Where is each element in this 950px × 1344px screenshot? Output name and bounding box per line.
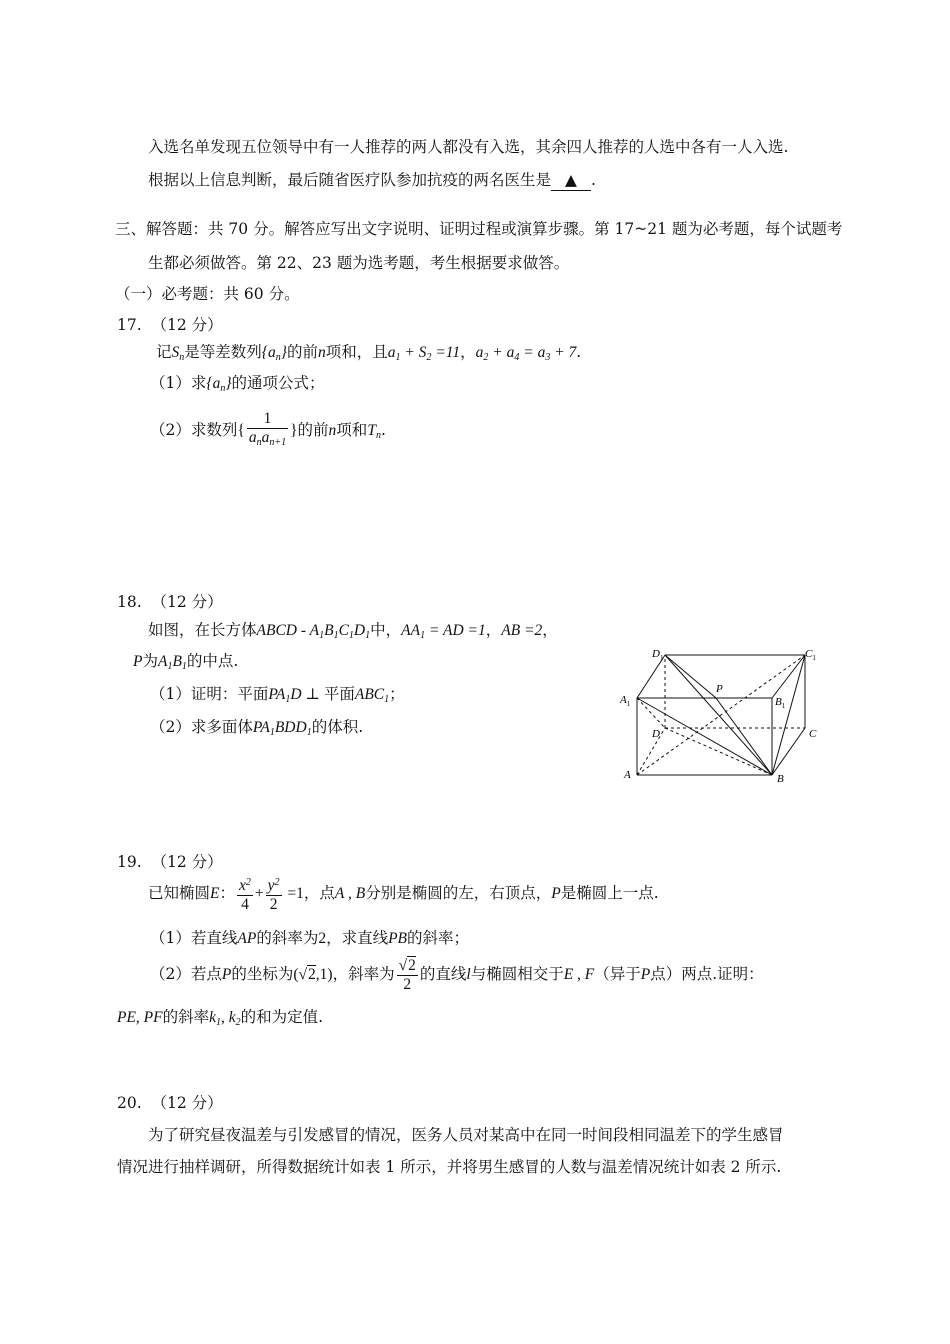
q20-score: （12 分） (151, 1094, 223, 1112)
q17-stem-text: 记 (156, 343, 172, 361)
q17-stem-end: . (576, 343, 582, 361)
math-condition-2: $a_2 + a_4 = a_3 + 7$ (475, 344, 577, 363)
q20-line-1: 为了研究昼夜温差与引发感冒的情况，医务人员对某高中在同一时间段相同温差下的学生感冒 (148, 1126, 784, 1144)
segment-db-hidden (665, 728, 772, 775)
fraction-numerator: √2 (398, 956, 416, 974)
q17-stem-text: 项和，且 (325, 343, 388, 361)
q17-stem-text: 是等差数列 (184, 343, 262, 361)
q18-stem-text: ， (542, 621, 558, 639)
math-prism: ABCD - $A_1B_1C_1D_1$ (256, 622, 371, 641)
q18-stem-text: 为 (142, 652, 158, 670)
vertex-label-d1: $D_1$ (652, 648, 664, 662)
math-fraction (247, 410, 288, 452)
math-a1b1: $A_1B_1$ (157, 653, 187, 672)
plus-sign: + (254, 885, 264, 902)
q19-stem-text: 分别是椭圆的左，右顶点， (365, 884, 552, 902)
q18-stem-text: 中， (370, 621, 402, 639)
math-fraction-x (237, 874, 253, 914)
segment-pb (716, 698, 772, 775)
fraction-denominator: 2 (269, 896, 278, 913)
q19-stem-text: ，点 (303, 884, 335, 902)
vertex-label-a: A (624, 769, 631, 781)
math-tn: $T_n$ (367, 422, 381, 441)
q18-stem-2 (133, 651, 238, 677)
vertex-label-c: C (809, 728, 817, 740)
math-e-f: E , F (563, 966, 595, 983)
edge-ad-hidden (637, 728, 665, 775)
q20-line-2: 情况进行抽样调研，所得数据统计如表 1 所示，并将男生感冒的人数与温差情况统计如表 2 所示. (117, 1158, 782, 1176)
fraction-numerator: $x^2$ (237, 874, 253, 896)
q18-part2-text: （2）求多面体 (150, 718, 253, 736)
math-pb: PB (388, 930, 408, 947)
perp-symbol: ⊥ (301, 686, 324, 703)
q19-part1-text: ，求直线 (326, 929, 389, 947)
math-fraction-y (266, 874, 282, 914)
q18-number: 18. (117, 593, 142, 611)
q19-part2-text: 的直线 (419, 965, 467, 983)
q17-header (117, 315, 223, 335)
q18-stem-text: 的中点. (186, 652, 239, 670)
q17-stem (156, 342, 581, 368)
math-condition-1: $a_1 + S_2 =11$ (387, 344, 461, 363)
q20-header (117, 1093, 223, 1113)
q19-score: （12 分） (151, 853, 223, 871)
math-e: E (210, 885, 220, 902)
q18-part1-text: （1）证明：平面 (150, 685, 269, 703)
math-sn: $S_n$ (171, 344, 185, 363)
q19-part2-text: 的坐标为 (231, 965, 294, 983)
answer-blank: ▲ (551, 170, 591, 191)
q19-part2-text: 与椭圆相交于 (470, 965, 564, 983)
vertex-label-b1: $B_1$ (775, 696, 786, 710)
fraction-denominator: 4 (241, 896, 249, 913)
edge-bc (772, 728, 805, 775)
q17-part2 (150, 408, 386, 458)
math-fraction-slope (397, 957, 418, 994)
q18-header (117, 592, 223, 612)
q18-part1-end: ； (389, 685, 405, 703)
fraction-denominator: $a_na_{n+1}$ (248, 429, 287, 448)
q19-part1 (150, 928, 469, 949)
q17-stem-text: 的前 (286, 343, 318, 361)
vertex-label-a1: $A_1$ (620, 694, 631, 708)
q18-score: （12 分） (151, 593, 223, 611)
math-l: l (466, 966, 471, 983)
q19-part1-text: 的斜率为 (256, 929, 319, 947)
math-two: 2 (318, 930, 327, 947)
segment-d1p (665, 655, 716, 698)
q18-part2 (150, 717, 363, 743)
q19-number: 19. (117, 853, 142, 871)
edge-b1c1 (772, 655, 805, 698)
q18-stem-text: 如图，在长方体 (148, 621, 257, 639)
math-abc1: $ABC_1$ (354, 686, 390, 705)
math-a-b: A , B (334, 885, 366, 902)
segment-a1d-hidden (637, 698, 665, 728)
math-pe-pf: PE, PF (117, 1009, 163, 1026)
segment-d1b (665, 655, 772, 775)
fraction-numerator: $y^2$ (266, 874, 282, 896)
q19-part2-text: ，斜率为 (332, 965, 395, 983)
section3-sub-heading: （一）必考题：共 60 分。 (115, 285, 300, 303)
continuation-line-2-text: 根据以上信息判断，最后随省医疗队参加抗疫的两名医生是 (148, 171, 552, 189)
math-pa1bdd1: $PA_1BDD_1$ (252, 719, 312, 738)
q19-part1-text: （1）若直线 (150, 929, 238, 947)
math-k1-k2: $k_1$, $k_2$ (209, 1009, 241, 1028)
q19-header (117, 852, 223, 872)
q18-part1 (150, 684, 405, 710)
q17-part1-text: （1）求 (150, 374, 207, 392)
brace-right: } (290, 422, 298, 439)
q18-part1-text: 平面 (323, 685, 355, 703)
math-seq-an: $\{a_n\}$ (261, 344, 287, 363)
continuation-line-2 (148, 170, 596, 191)
math-p: P (133, 653, 143, 670)
vertex-label-d: D (652, 728, 660, 740)
q19-part2 (150, 952, 764, 997)
q19-stem-text: 是椭圆上一点. (560, 884, 659, 902)
math-point: (√2,1) (293, 966, 333, 983)
q17-part2-text: 的前 (297, 421, 329, 439)
q17-part1 (150, 373, 325, 399)
math-ab: AB =2 (501, 622, 543, 639)
q19-stem-text: 已知椭圆 (148, 884, 211, 902)
segment-bc1 (772, 655, 805, 775)
q17-part2-end: . (380, 421, 386, 439)
q19-stem (148, 871, 659, 916)
math-ap: AP (237, 930, 257, 947)
q19-part2-text: 的斜率 (162, 1008, 210, 1026)
segment-ac1-hidden (637, 655, 805, 775)
brace-left: { (237, 422, 245, 439)
q18-stem-text: ， (485, 621, 502, 639)
fraction-numerator: 1 (247, 410, 288, 429)
continuation-line-2-end: . (590, 171, 596, 189)
q18-part2-text: 的体积. (311, 718, 364, 736)
cuboid-figure (615, 645, 825, 785)
math-p: P (551, 885, 561, 902)
math-seq-an: $\{a_n\}$ (206, 375, 232, 394)
vertex-label-p: P (716, 683, 723, 695)
section3-line-1: 三、解答题：共 70 分。解答应写出文字说明、证明过程或演算步骤。第 17~21 题为必考题，每个试题考 (115, 220, 843, 238)
vertex-label-b: B (777, 773, 784, 785)
q17-part2-text: （2）求数列 (150, 421, 238, 439)
q17-stem-text: ， (460, 343, 476, 361)
math-n: n (328, 422, 337, 439)
continuation-line-1: 入选名单发现五位领导中有一人推荐的两人都没有入选，其余四人推荐的人选中各有一人入选. (148, 138, 789, 156)
math-p: P (221, 966, 232, 983)
q19-part2-text: （2）若点 (150, 965, 222, 983)
q17-number: 17. (117, 316, 142, 334)
q19-part2-text: 的和为定值. (240, 1008, 324, 1026)
q17-score: （12 分） (151, 316, 223, 334)
q19-part2-text: （异于 (594, 965, 641, 983)
q19-part2-text: 点）两点.证明： (650, 965, 764, 983)
equals-one: =1 (283, 885, 304, 902)
math-aa1-ad: $AA_1$ = AD =1 (401, 622, 486, 641)
math-p: P (640, 966, 651, 983)
q17-part2-text: 项和 (336, 421, 368, 439)
q19-part2-cont (117, 1007, 323, 1033)
math-n: n (317, 344, 326, 361)
q18-stem-1 (148, 620, 558, 646)
fraction-denominator: 2 (403, 975, 412, 993)
q17-part1-text: 的通项公式； (231, 374, 325, 392)
q19-part1-text: 的斜率； (407, 929, 470, 947)
q19-stem-text: ： (219, 884, 235, 902)
vertex-label-c1: $C_1$ (805, 648, 816, 662)
q20-number: 20. (117, 1094, 142, 1112)
math-pa1d: $PA_1D$ (268, 686, 302, 705)
section3-line-2: 生都必须做答。第 22、23 题为选考题，考生根据要求做答。 (148, 254, 570, 272)
